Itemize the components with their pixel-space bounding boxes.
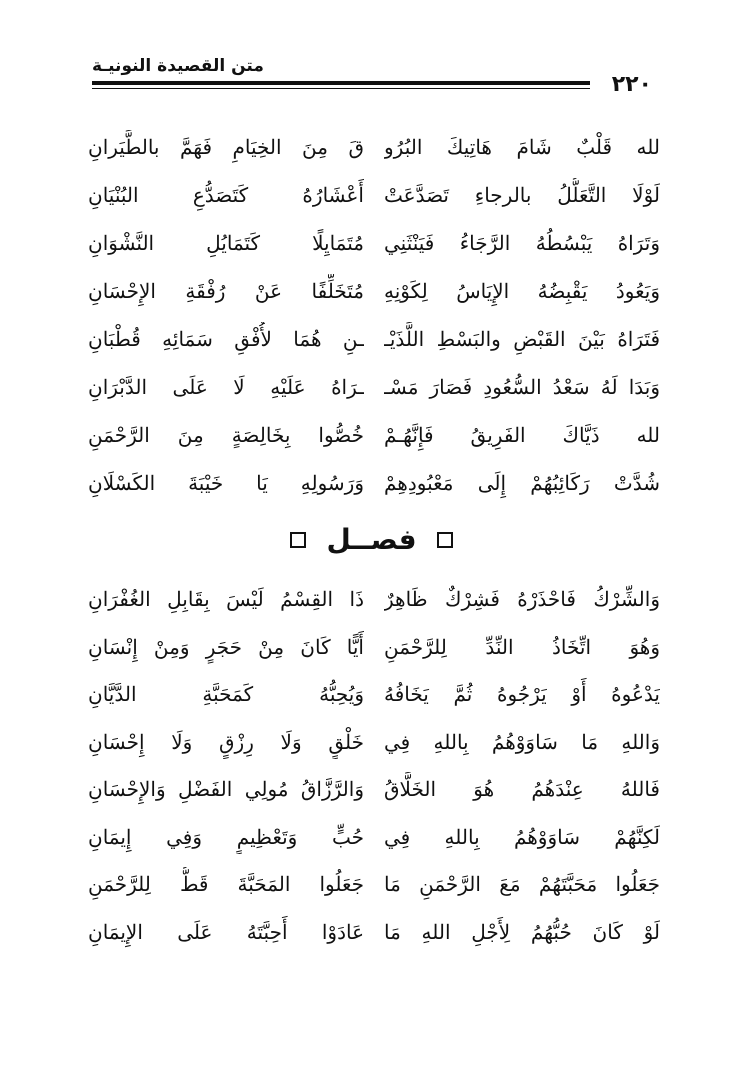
verse-second-hemistich: خَلْقٍ وَلَا رِزْقٍ وَلَا إِحْسَانِ	[88, 729, 364, 754]
verse-first-hemistich: شُدَّتْ رَكَائِبُهُمْ إِلَى مَعْبُودِهِمْ	[384, 471, 660, 495]
verse-line	[88, 626, 660, 674]
verse-block-top	[88, 126, 660, 510]
verse-line	[88, 673, 660, 721]
verse-second-hemistich: أَيًّا كَانَ مِنْ حَجَرٍ وَمِنْ إِنْسَانِ	[88, 634, 364, 659]
verse-line	[88, 270, 660, 318]
verse-first-hemistich: وَاللهِ مَا سَاوَوْهُمُ بِاللهِ فِي	[384, 729, 660, 754]
verse-block-bottom	[88, 578, 660, 958]
verse-first-hemistich: وَبَدَا لَهُ سَعْدُ السُّعُودِ فَصَارَ مَسْـ	[384, 375, 660, 399]
verse-line	[88, 863, 660, 911]
running-title: متن القصيدة النونيـة	[92, 56, 264, 76]
verse-first-hemistich: فَتَرَاهُ بَيْنَ القَبْضِ والبَسْطِ اللَّذَيْـ	[384, 327, 660, 351]
verse-line	[88, 222, 660, 270]
verse-first-hemistich: لَوْ كَانَ حُبُّهُمُ لِأَجْلِ اللهِ مَا	[384, 919, 660, 944]
verse-line	[88, 126, 660, 174]
verse-first-hemistich: لَكِنَّهُمْ سَاوَوْهُمُ بِاللهِ فِي	[384, 824, 660, 849]
verse-first-hemistich: جَعَلُوا مَحَبَّتَهُمْ مَعَ الرَّحْمَنِ مَا	[384, 872, 660, 896]
verse-second-hemistich: مُتَخَلِّفًا عَنْ رُفْقَةِ الإِحْسَانِ	[88, 279, 364, 303]
page-header	[92, 52, 652, 96]
verse-second-hemistich: وَرَسُولِهِ يَا خَيْبَةَ الكَسْلَانِ	[88, 471, 364, 495]
verse-first-hemistich: وَيَعُودُ يَقْبِضُهُ الإِيَاسُ لِكَوْنِهِ	[384, 279, 660, 303]
verse-first-hemistich: يَدْعُوهُ أَوْ يَرْجُوهُ ثُمَّ يَخَافُهُ	[384, 682, 660, 706]
verse-first-hemistich: فَاللهُ عِنْدَهُمُ هُوَ الخَلَّاقُ	[384, 777, 660, 801]
verse-line	[88, 366, 660, 414]
verse-line	[88, 768, 660, 816]
square-ornament-icon	[437, 532, 453, 548]
verse-line	[88, 578, 660, 626]
section-title: فصــل	[326, 523, 417, 556]
verse-first-hemistich: لله قَلْبٌ شَامَ هَاتِيكَ البُرُو	[384, 135, 660, 159]
verse-line	[88, 816, 660, 864]
verse-second-hemistich: حُبٍّ وَتَعْظِيمٍ وَفِي إِيمَانِ	[88, 824, 364, 849]
verse-second-hemistich: جَعَلُوا المَحَبَّةَ قَطُّ لِلرَّحْمَنِ	[88, 872, 364, 896]
verse-second-hemistich: قَ مِنَ الخِيَامِ فَهَمَّ بالطَّيَرانِ	[88, 135, 364, 159]
verse-second-hemistich: أَعْشَارُهُ كَتَصَدُّعِ البُنْيَانِ	[88, 183, 364, 207]
verse-second-hemistich: وَالرَّزَّاقُ مُولِي الفَضْلِ وَالإِحْسَانِ	[88, 777, 364, 801]
verse-second-hemistich: ـرَاهُ عَلَيْهِ لَا عَلَى الدَّبْرَانِ	[88, 375, 364, 399]
verse-line	[88, 721, 660, 769]
verse-first-hemistich: وَهُوَ اتِّخَاذُ النِّدِّ لِلرَّحْمَنِ	[384, 634, 660, 659]
square-ornament-icon	[290, 532, 306, 548]
verse-second-hemistich: ـنِ هُمَا لأُفْقِ سَمَائِهِ قُطْبَانِ	[88, 327, 364, 351]
section-heading	[0, 516, 743, 564]
page-number: ٢٢٠	[611, 72, 652, 97]
verse-line	[88, 174, 660, 222]
verse-line	[88, 911, 660, 959]
verse-first-hemistich: وَتَرَاهُ يَبْسُطُهُ الرَّجَاءُ فَيَنْثَنِي	[384, 231, 660, 255]
verse-line	[88, 414, 660, 462]
verse-first-hemistich: لَوْلَا التَّعَلُّلُ بالرجاءِ تَصَدَّعَتْ	[384, 183, 660, 207]
verse-line	[88, 462, 660, 510]
verse-first-hemistich: لله ذَيَّاكَ الفَرِيقُ فَإِنَّهُـمْ	[384, 423, 660, 447]
header-rule-thick	[92, 81, 590, 85]
verse-line	[88, 318, 660, 366]
verse-second-hemistich: مُتَمَايِلًا كَتَمَايُلِ النَّشْوَانِ	[88, 231, 364, 255]
verse-second-hemistich: ذَا القِسْمُ لَيْسَ بِقَابِلِ الغُفْرَانِ	[88, 587, 364, 611]
verse-second-hemistich: عَادَوْا أَحِبَّتَهُ عَلَى الإِيمَانِ	[88, 919, 364, 944]
verse-first-hemistich: وَالشِّرْكُ فَاحْذَرْهُ فَشِرْكٌ ظَاهِرٌ	[384, 587, 660, 611]
verse-second-hemistich: خُصُّوا بِخَالِصَةٍ مِنَ الرَّحْمَنِ	[88, 423, 364, 447]
verse-second-hemistich: وَيُحِبُّهُ كَمَحَبَّةِ الدَّيَّانِ	[88, 682, 364, 706]
header-rule-thin	[92, 88, 590, 89]
